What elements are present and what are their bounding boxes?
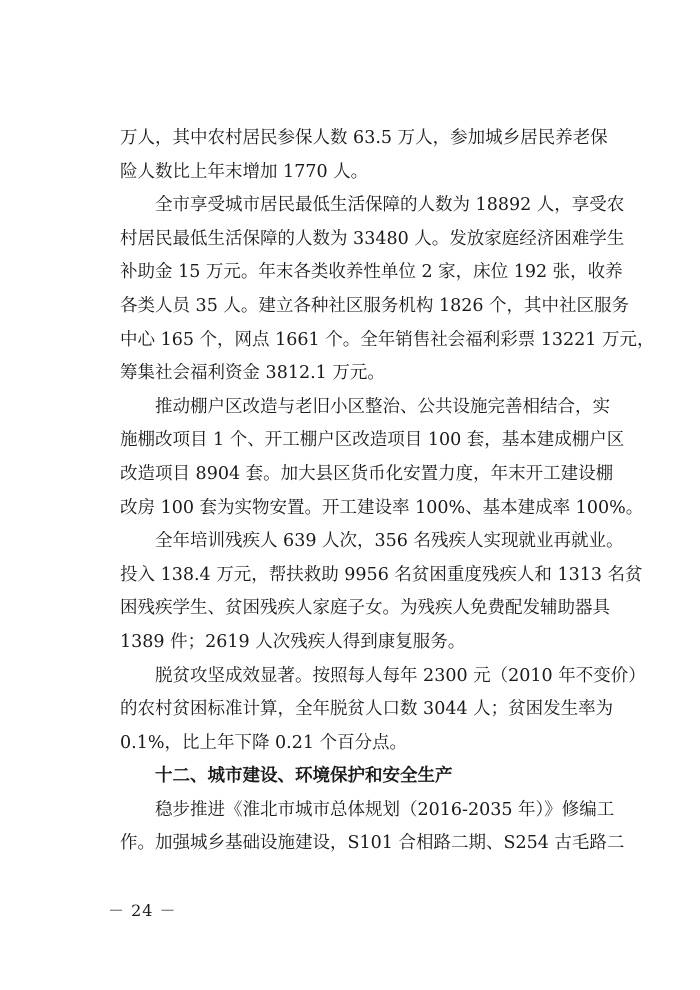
- text-line: 筹集社会福利资金 3812.1 万元。: [120, 363, 385, 384]
- text-line: 困残疾学生、贫困残疾人家庭子女。为残疾人免费配发辅助器具: [120, 598, 610, 619]
- text-line: 0.1%，比上年下降 0.21 个百分点。: [120, 732, 408, 753]
- text-line: 村居民最低生活保障的人数为 33480 人。发放家庭经济困难学生: [120, 228, 625, 249]
- section-heading: 十二、城市建设、环境保护和安全生产: [155, 766, 453, 787]
- body-text: [120, 122, 655, 861]
- text-line: 中心 165 个，网点 1661 个。全年销售社会福利彩票 13221 万元，: [120, 329, 655, 350]
- text-line: 投入 138.4 万元，帮扶救助 9956 名贫困重度残疾人和 1313 名贫: [120, 564, 643, 585]
- text-line: 脱贫攻坚成效显著。按照每人每年 2300 元（2010 年不变价）: [155, 665, 646, 686]
- text-line: 作。加强城乡基础设施建设，S101 合相路二期、S254 古毛路二: [120, 833, 625, 854]
- text-line: 各类人员 35 人。建立各种社区服务机构 1826 个，其中社区服务: [120, 295, 630, 316]
- text-line: 改房 100 套为实物安置。开工建设率 100%、基本建成率 100%。: [120, 497, 644, 518]
- page-number: － 24 －: [108, 901, 177, 920]
- text-line: 推动棚户区改造与老旧小区整治、公共设施完善相结合，实: [155, 396, 610, 417]
- text-line: 险人数比上年末增加 1770 人。: [120, 161, 369, 182]
- text-line: 万人，其中农村居民参保人数 63.5 万人，参加城乡居民养老保: [120, 128, 608, 148]
- text-line: 施棚改项目 1 个、开工棚户区改造项目 100 套，基本建成棚户区: [120, 430, 625, 451]
- text-line: 补助金 15 万元。年末各类收养性单位 2 家，床位 192 张，收养: [120, 262, 623, 283]
- text-line: 全年培训残疾人 639 人次，356 名残疾人实现就业再就业。: [155, 531, 624, 552]
- text-line: 改造项目 8904 套。加大县区货币化安置力度，年末开工建设棚: [120, 463, 614, 484]
- text-line: 的农村贫困标准计算，全年脱贫人口数 3044 人；贫困发生率为: [120, 699, 614, 720]
- text-line: 稳步推进《淮北市城市总体规划（2016-2035 年）》修编工: [155, 799, 615, 820]
- text-line: 全市享受城市居民最低生活保障的人数为 18892 人，享受农: [155, 195, 625, 216]
- text-line: 1389 件；2619 人次残疾人得到康复服务。: [120, 631, 466, 652]
